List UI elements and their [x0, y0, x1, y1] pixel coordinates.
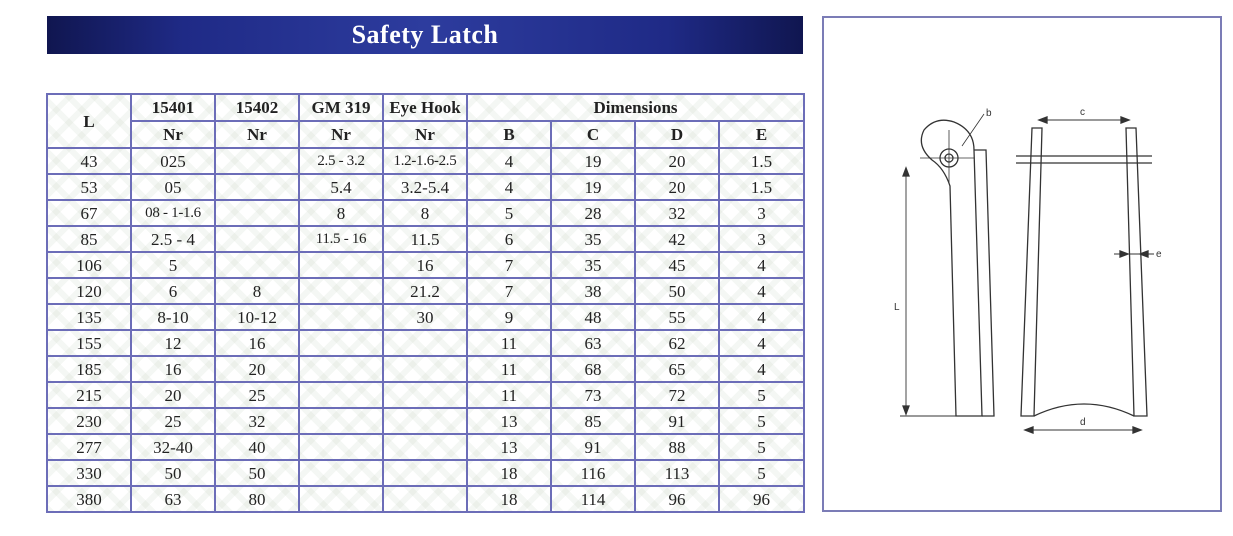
safety-latch-spec-table: [46, 93, 805, 513]
table-cell: 2.5 - 4: [131, 226, 215, 252]
table-cell: 106: [47, 252, 131, 278]
table-cell: 85: [551, 408, 635, 434]
table-cell: [383, 486, 467, 512]
table-cell: 25: [215, 382, 299, 408]
front-right-leg: [1126, 128, 1147, 416]
table-cell: [299, 382, 383, 408]
header-D: D: [635, 121, 719, 148]
table-cell: 3: [719, 226, 804, 252]
table-cell: 32: [215, 408, 299, 434]
table-cell: [299, 252, 383, 278]
table-cell: 4: [719, 304, 804, 330]
table-cell: 65: [635, 356, 719, 382]
header-row-bottom: [47, 121, 804, 148]
table-cell: 13: [467, 434, 551, 460]
table-cell: [215, 226, 299, 252]
table-row: [47, 408, 804, 434]
table-row: [47, 174, 804, 200]
table-cell: [215, 200, 299, 226]
table-cell: 96: [719, 486, 804, 512]
table-cell: 88: [635, 434, 719, 460]
label-e: e: [1156, 249, 1162, 260]
table-cell: [383, 356, 467, 382]
label-b: b: [986, 108, 992, 119]
table-cell: 63: [131, 486, 215, 512]
header-dimensions: Dimensions: [467, 94, 804, 121]
table-cell: 4: [467, 174, 551, 200]
table-cell: 215: [47, 382, 131, 408]
latch-drawing-frame: [822, 16, 1222, 512]
table-cell: 9: [467, 304, 551, 330]
table-cell: 8: [215, 278, 299, 304]
table-cell: 8: [299, 200, 383, 226]
table-row: [47, 460, 804, 486]
table-cell: 38: [551, 278, 635, 304]
table-cell: 19: [551, 174, 635, 200]
table-cell: 35: [551, 226, 635, 252]
table-row: [47, 486, 804, 512]
header-row-top: [47, 94, 804, 121]
table-cell: 45: [635, 252, 719, 278]
table-cell: [383, 382, 467, 408]
table-row: [47, 304, 804, 330]
table-cell: 11.5 - 16: [299, 226, 383, 252]
table-cell: 16: [131, 356, 215, 382]
table-cell: 32-40: [131, 434, 215, 460]
header-15401-code: 15401: [131, 94, 215, 121]
table-cell: 43: [47, 148, 131, 174]
table-cell: 10-12: [215, 304, 299, 330]
header-gm319-code: GM 319: [299, 94, 383, 121]
table-cell: 67: [47, 200, 131, 226]
header-B: B: [467, 121, 551, 148]
table-row: [47, 382, 804, 408]
table-cell: 48: [551, 304, 635, 330]
table-cell: 30: [383, 304, 467, 330]
table-cell: 1.5: [719, 174, 804, 200]
table-cell: 3: [719, 200, 804, 226]
table-row: [47, 434, 804, 460]
table-cell: 5: [719, 382, 804, 408]
table-cell: 16: [383, 252, 467, 278]
table-cell: 32: [635, 200, 719, 226]
table-cell: 13: [467, 408, 551, 434]
header-eyehook-code: Eye Hook: [383, 94, 467, 121]
table-row: [47, 252, 804, 278]
table-cell: 5.4: [299, 174, 383, 200]
table-cell: 1.5: [719, 148, 804, 174]
table-cell: [299, 460, 383, 486]
table-cell: 4: [719, 356, 804, 382]
table-cell: 2.5 - 3.2: [299, 148, 383, 174]
table-cell: [383, 434, 467, 460]
table-cell: 91: [551, 434, 635, 460]
table-row: [47, 148, 804, 174]
header-15402-nr: Nr: [215, 121, 299, 148]
table-cell: 380: [47, 486, 131, 512]
table-cell: 7: [467, 278, 551, 304]
header-15401-nr: Nr: [131, 121, 215, 148]
table-cell: 72: [635, 382, 719, 408]
header-gm319-nr: Nr: [299, 121, 383, 148]
table-cell: 11: [467, 330, 551, 356]
table-cell: 50: [131, 460, 215, 486]
table-cell: 116: [551, 460, 635, 486]
table-cell: 230: [47, 408, 131, 434]
header-E: E: [719, 121, 804, 148]
table-cell: 8: [383, 200, 467, 226]
table-cell: 20: [635, 174, 719, 200]
table-cell: 25: [131, 408, 215, 434]
table-cell: 28: [551, 200, 635, 226]
table-cell: 55: [635, 304, 719, 330]
table-cell: 16: [215, 330, 299, 356]
table-cell: 68: [551, 356, 635, 382]
table-cell: 4: [719, 278, 804, 304]
table-cell: 18: [467, 486, 551, 512]
table-row: [47, 278, 804, 304]
table-cell: [215, 174, 299, 200]
label-d: d: [1080, 417, 1086, 428]
table-cell: 5: [719, 434, 804, 460]
table-cell: 63: [551, 330, 635, 356]
table-cell: 12: [131, 330, 215, 356]
latch-technical-drawing: [824, 18, 1220, 510]
table-cell: 08 - 1-1.6: [131, 200, 215, 226]
table-cell: 80: [215, 486, 299, 512]
table-cell: [383, 460, 467, 486]
table-cell: 7: [467, 252, 551, 278]
table-cell: [299, 278, 383, 304]
table-body: [47, 148, 804, 512]
table-cell: 20: [131, 382, 215, 408]
table-cell: 18: [467, 460, 551, 486]
table-cell: 4: [719, 330, 804, 356]
table-cell: 35: [551, 252, 635, 278]
table-cell: 114: [551, 486, 635, 512]
table-cell: 6: [131, 278, 215, 304]
table-cell: 42: [635, 226, 719, 252]
table-cell: 4: [467, 148, 551, 174]
table-cell: 53: [47, 174, 131, 200]
table-cell: 330: [47, 460, 131, 486]
table-cell: 277: [47, 434, 131, 460]
table-cell: [299, 304, 383, 330]
table-cell: 11.5: [383, 226, 467, 252]
table-cell: [215, 252, 299, 278]
table-cell: [299, 408, 383, 434]
table-cell: 4: [719, 252, 804, 278]
table-cell: 5: [467, 200, 551, 226]
table-cell: 05: [131, 174, 215, 200]
table-cell: 50: [635, 278, 719, 304]
table-cell: 91: [635, 408, 719, 434]
header-L: L: [47, 94, 131, 148]
table-row: [47, 356, 804, 382]
table-cell: 96: [635, 486, 719, 512]
table-cell: [383, 408, 467, 434]
table-cell: [299, 486, 383, 512]
table-cell: 85: [47, 226, 131, 252]
table-cell: 62: [635, 330, 719, 356]
header-C: C: [551, 121, 635, 148]
table-cell: 120: [47, 278, 131, 304]
side-view-back-plate: [974, 150, 994, 416]
table-cell: 20: [635, 148, 719, 174]
table-cell: 3.2-5.4: [383, 174, 467, 200]
table-cell: 20: [215, 356, 299, 382]
table-cell: 6: [467, 226, 551, 252]
table-cell: 8-10: [131, 304, 215, 330]
table-cell: 21.2: [383, 278, 467, 304]
table-cell: 113: [635, 460, 719, 486]
table-cell: 5: [719, 460, 804, 486]
table-cell: 73: [551, 382, 635, 408]
bottom-curve: [1034, 404, 1134, 416]
table-cell: 5: [719, 408, 804, 434]
table-cell: 5: [131, 252, 215, 278]
table-cell: 11: [467, 356, 551, 382]
table-cell: 40: [215, 434, 299, 460]
table-cell: [299, 356, 383, 382]
table-cell: 50: [215, 460, 299, 486]
header-15402-code: 15402: [215, 94, 299, 121]
table-cell: 135: [47, 304, 131, 330]
label-L: L: [894, 302, 900, 313]
table-cell: [215, 148, 299, 174]
table-cell: [299, 434, 383, 460]
page-title: Safety Latch: [47, 16, 803, 54]
table-cell: 155: [47, 330, 131, 356]
header-eyehook-nr: Nr: [383, 121, 467, 148]
table-cell: 1.2-1.6-2.5: [383, 148, 467, 174]
side-view-outline: [921, 120, 982, 416]
table-row: [47, 226, 804, 252]
table-cell: 19: [551, 148, 635, 174]
table-cell: [383, 330, 467, 356]
table-cell: 025: [131, 148, 215, 174]
table-row: [47, 330, 804, 356]
table-cell: 11: [467, 382, 551, 408]
table-cell: [299, 330, 383, 356]
front-left-leg: [1021, 128, 1042, 416]
table-row: [47, 200, 804, 226]
table-cell: 185: [47, 356, 131, 382]
label-c: c: [1080, 107, 1085, 118]
